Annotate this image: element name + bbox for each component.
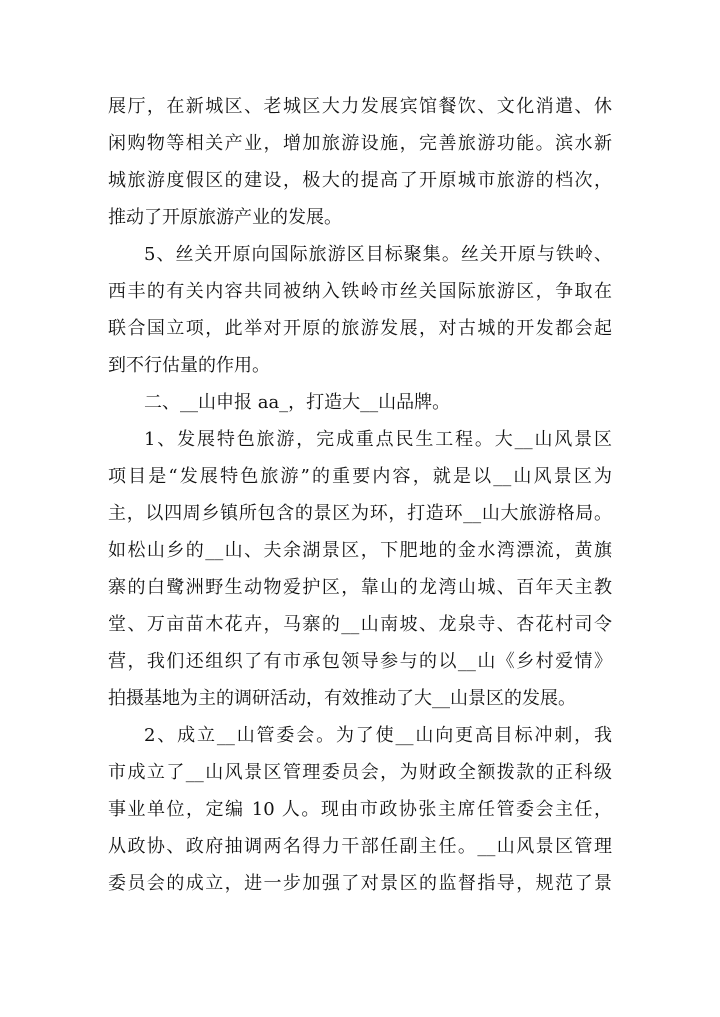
text-line: 5、丝关开原向国际旅游区目标聚集。丝关开原与铁岭、 <box>144 244 612 265</box>
document-body <box>108 88 612 902</box>
section-heading: 二、__山申报 aa_，打造大__山品牌。 <box>144 392 451 413</box>
text-line: 到不行估量的作用。 <box>108 355 270 376</box>
text-line: 展厅，在新城区、老城区大力发展宾馆餐饮、文化消遣、休 <box>108 96 612 117</box>
text-line: 闲购物等相关产业，增加旅游设施，完善旅游功能。滨水新 <box>108 133 612 154</box>
text-line: 推动了开原旅游产业的发展。 <box>108 207 342 228</box>
text-line: 从政协、政府抽调两名得力干部任副主任。__山风景区管理 <box>108 836 612 857</box>
text-line: 事业单位，定编 10 人。现由市政协张主席任管委会主任， <box>108 799 612 820</box>
text-line: 联合国立项，此举对开原的旅游发展，对古城的开发都会起 <box>108 318 612 339</box>
text-line: 市成立了__山风景区管理委员会，为财政全额拨款的正科级 <box>108 762 612 783</box>
text-line: 堂、万亩苗木花卉，马寨的__山南坡、龙泉寺、杏花村司令 <box>108 614 612 635</box>
text-line: 西丰的有关内容共同被纳入铁岭市丝关国际旅游区，争取在 <box>108 281 612 302</box>
text-line: 城旅游度假区的建设，极大的提高了开原城市旅游的档次， <box>108 170 612 191</box>
text-line: 项目是“发展特色旅游”的重要内容，就是以__山风景区为 <box>108 466 612 487</box>
text-line: 营，我们还组织了有市承包领导参与的以__山《乡村爱情》 <box>108 651 612 672</box>
text-line: 委员会的成立，进一步加强了对景区的监督指导，规范了景 <box>108 873 612 894</box>
text-line: 拍摄基地为主的调研活动，有效推动了大__山景区的发展。 <box>108 688 576 709</box>
text-line: 如松山乡的__山、夫余湖景区，下肥地的金水湾漂流，黄旗 <box>108 540 612 561</box>
text-line: 2、成立__山管委会。为了使__山向更高目标冲刺，我 <box>144 725 612 746</box>
text-line: 主，以四周乡镇所包含的景区为环，打造环__山大旅游格局。 <box>108 503 612 524</box>
text-line: 1、发展特色旅游，完成重点民生工程。大__山风景区 <box>144 429 612 450</box>
text-line: 寨的白鹭洲野生动物爱护区，靠山的龙湾山城、百年天主教 <box>108 577 612 598</box>
